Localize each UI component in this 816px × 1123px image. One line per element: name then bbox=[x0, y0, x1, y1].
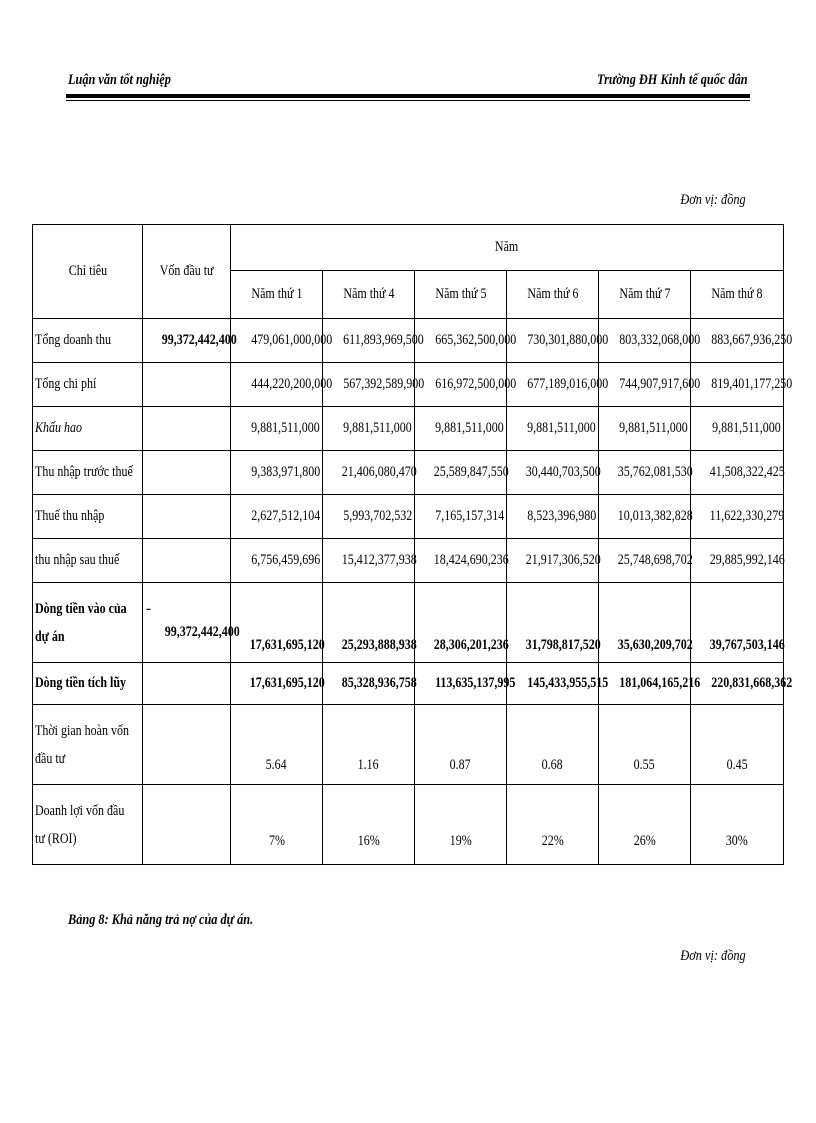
row-value: 15,412,377,938 bbox=[323, 539, 415, 583]
row-value: 5,993,702,532 bbox=[323, 495, 415, 539]
row-value: 11,622,330,279 bbox=[691, 495, 784, 539]
row-value: 0.68 bbox=[507, 705, 599, 785]
row-value: 25,589,847,550 bbox=[415, 451, 507, 495]
row-value: 19% bbox=[415, 785, 507, 865]
row-value: 17,631,695,120 bbox=[231, 663, 323, 705]
row-value: 9,881,511,000 bbox=[323, 407, 415, 451]
row-label: Thu nhập trước thuế bbox=[33, 451, 143, 495]
row-value: 6,756,459,696 bbox=[231, 539, 323, 583]
table-row bbox=[33, 407, 784, 451]
row-value: 31,798,817,520 bbox=[507, 583, 599, 663]
row-label: Khấu hao bbox=[33, 407, 143, 451]
row-value: 9,881,511,000 bbox=[599, 407, 691, 451]
row-value: 10,013,382,828 bbox=[599, 495, 691, 539]
row-label: Thuế thu nhập bbox=[33, 495, 143, 539]
header-year: Năm thứ 6 bbox=[507, 271, 599, 319]
row-value: 1.16 bbox=[323, 705, 415, 785]
row-label: thu nhập sau thuế bbox=[33, 539, 143, 583]
header-year: Năm thứ 1 bbox=[231, 271, 323, 319]
row-capital bbox=[143, 705, 231, 785]
row-value: 803,332,068,000 bbox=[599, 319, 691, 363]
unit-label-top: Đơn vị: đồng bbox=[680, 192, 746, 208]
row-value: 29,885,992,146 bbox=[691, 539, 784, 583]
row-value: 8,523,396,980 bbox=[507, 495, 599, 539]
row-value: 9,881,511,000 bbox=[231, 407, 323, 451]
row-capital bbox=[143, 407, 231, 451]
row-value: 616,972,500,000 bbox=[415, 363, 507, 407]
table-caption: Bảng 8: Khả năng trả nợ của dự án. bbox=[68, 912, 254, 928]
row-value: 181,064,165,216 bbox=[599, 663, 691, 705]
row-capital bbox=[143, 785, 231, 865]
header-von-dau-tu: Vốn đầu tư bbox=[143, 225, 231, 319]
row-value: 9,881,511,000 bbox=[415, 407, 507, 451]
table-row bbox=[33, 539, 784, 583]
row-value: 7% bbox=[231, 785, 323, 865]
header-chi-tieu: Chỉ tiêu bbox=[33, 225, 143, 319]
row-capital: 99,372,442,400 bbox=[143, 319, 231, 363]
row-value: 0.87 bbox=[415, 705, 507, 785]
table-row bbox=[33, 785, 784, 865]
row-value: 0.55 bbox=[599, 705, 691, 785]
row-value: 567,392,589,900 bbox=[323, 363, 415, 407]
header-year: Năm thứ 4 bbox=[323, 271, 415, 319]
row-label: Tổng chi phí bbox=[33, 363, 143, 407]
row-label: Tổng doanh thu bbox=[33, 319, 143, 363]
table-row bbox=[33, 705, 784, 785]
row-value: 30,440,703,500 bbox=[507, 451, 599, 495]
row-value: 730,301,880,000 bbox=[507, 319, 599, 363]
header-nam: Năm bbox=[231, 225, 784, 271]
row-value: 17,631,695,120 bbox=[231, 583, 323, 663]
row-value: 25,748,698,702 bbox=[599, 539, 691, 583]
header-left-title: Luận văn tốt nghiệp bbox=[68, 72, 171, 88]
table-row bbox=[33, 583, 784, 663]
row-value: 26% bbox=[599, 785, 691, 865]
header-rule-thick bbox=[66, 94, 750, 98]
row-value: 21,406,080,470 bbox=[323, 451, 415, 495]
row-value: 665,362,500,000 bbox=[415, 319, 507, 363]
row-capital bbox=[143, 495, 231, 539]
row-value: 883,667,936,250 bbox=[691, 319, 784, 363]
row-capital bbox=[143, 451, 231, 495]
row-value: 9,881,511,000 bbox=[691, 407, 784, 451]
row-value: 35,762,081,530 bbox=[599, 451, 691, 495]
header-right-title: Trường ĐH Kinh tế quốc dân bbox=[597, 72, 748, 88]
row-label: Dòng tiền vào của dự án bbox=[33, 583, 143, 663]
row-capital bbox=[143, 539, 231, 583]
row-value: 9,881,511,000 bbox=[507, 407, 599, 451]
row-value: 0.45 bbox=[691, 705, 784, 785]
row-value: 819,401,177,250 bbox=[691, 363, 784, 407]
row-label: Thời gian hoàn vốn đầu tư bbox=[33, 705, 143, 785]
row-capital bbox=[143, 363, 231, 407]
row-value: 16% bbox=[323, 785, 415, 865]
table-row bbox=[33, 319, 784, 363]
table-row bbox=[33, 451, 784, 495]
header-year: Năm thứ 8 bbox=[691, 271, 784, 319]
row-value: 21,917,306,520 bbox=[507, 539, 599, 583]
row-value: 744,907,917,600 bbox=[599, 363, 691, 407]
table-row bbox=[33, 663, 784, 705]
row-value: 18,424,690,236 bbox=[415, 539, 507, 583]
row-value: 220,831,668,362 bbox=[691, 663, 784, 705]
row-value: 25,293,888,938 bbox=[323, 583, 415, 663]
row-value: 113,635,137,995 bbox=[415, 663, 507, 705]
row-value: 677,189,016,000 bbox=[507, 363, 599, 407]
row-value: 28,306,201,236 bbox=[415, 583, 507, 663]
row-value: 22% bbox=[507, 785, 599, 865]
row-value: 5.64 bbox=[231, 705, 323, 785]
unit-label-bottom: Đơn vị: đồng bbox=[680, 948, 746, 964]
row-value: 9,383,971,800 bbox=[231, 451, 323, 495]
row-value: 30% bbox=[691, 785, 784, 865]
row-value: 35,630,209,702 bbox=[599, 583, 691, 663]
row-value: 611,893,969,500 bbox=[323, 319, 415, 363]
table-row bbox=[33, 495, 784, 539]
header-year: Năm thứ 7 bbox=[599, 271, 691, 319]
row-value: 444,220,200,000 bbox=[231, 363, 323, 407]
row-value: 85,328,936,758 bbox=[323, 663, 415, 705]
row-label: Dòng tiền tích lũy bbox=[33, 663, 143, 705]
table-row bbox=[33, 363, 784, 407]
row-label: Doanh lợi vốn đầu tư (ROI) bbox=[33, 785, 143, 865]
row-value: 145,433,955,515 bbox=[507, 663, 599, 705]
header-year: Năm thứ 5 bbox=[415, 271, 507, 319]
row-value: 479,061,000,000 bbox=[231, 319, 323, 363]
row-value: 7,165,157,314 bbox=[415, 495, 507, 539]
row-capital bbox=[143, 663, 231, 705]
row-value: 41,508,322,425 bbox=[691, 451, 784, 495]
financial-table bbox=[32, 224, 793, 865]
header-rule-thin bbox=[66, 100, 750, 101]
row-value: 39,767,503,146 bbox=[691, 583, 784, 663]
row-value: 2,627,512,104 bbox=[231, 495, 323, 539]
row-capital: - 99,372,442,400 bbox=[143, 583, 231, 663]
